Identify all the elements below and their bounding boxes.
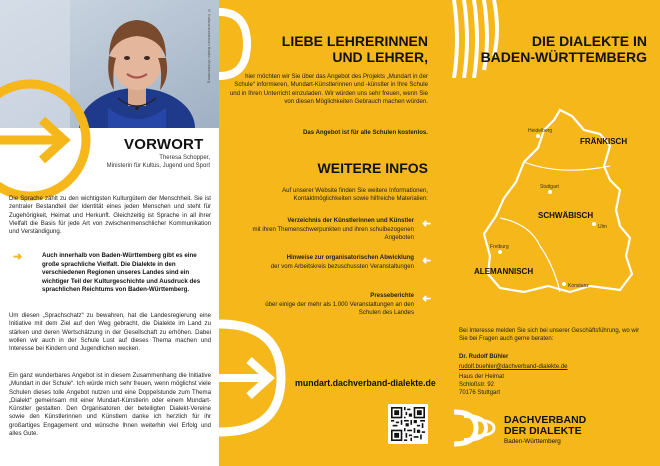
highlight-paragraph: Auch innerhalb von Baden-Württemberg gibt es eine große sprachliche Vielfalt. Die Dialekte in den verschiedenen Regionen unseres Landes sind ein wichtiger Teil der Kulturgeschichte und Ausdruck des sprachlichen Reichtums von Baden-Württemberg. — [42, 252, 201, 294]
minister-name: Theresa Schopper, — [159, 155, 210, 161]
contact-email-link[interactable]: rudolf.buehler@dachverband-dialekte.de — [459, 364, 568, 370]
dachverband-logo-icon — [454, 408, 500, 448]
city-freiburg: Freiburg — [490, 244, 509, 250]
qr-code-icon[interactable] — [388, 404, 428, 444]
contact-intro: Bei Interesse melden Sie sich bei unserer Geschäftsführung, wo wir Sie bei Fragen auch gerne beraten: — [459, 328, 640, 343]
lehrer-heading — [282, 34, 428, 65]
city-dot-heidelberg — [536, 134, 540, 138]
decorative-arrow-circle — [0, 70, 125, 210]
city-stuttgart: Stuttgart — [540, 184, 559, 190]
weitere-infos-heading: WEITERE INFOS — [317, 160, 428, 176]
contact-name: Dr. Rudolf Bühler — [459, 354, 509, 360]
website-text: Auf unserer Website finden Sie weitere Informationen, Kontaktmöglichkeiten sowie hilfreiche Materialien: — [282, 187, 428, 203]
info-item-3 — [244, 292, 414, 318]
address-line-3: 70176 Stuttgart — [459, 390, 501, 397]
city-konstanz: Konstanz — [568, 283, 589, 289]
dialect-boundary-south — [500, 218, 560, 292]
logo-subtitle: Baden-Württemberg — [504, 438, 561, 445]
dialekte-heading-line1: DIE DIALEKTE IN — [531, 33, 647, 49]
lehrer-heading-line1: LIEBE LEHRERINNEN — [281, 33, 428, 49]
website-link[interactable]: mundart.dachverband-dialekte.de — [295, 378, 436, 388]
body-paragraph-2: Um diesen „Sprachschatz“ zu bewahren, hat die Landesregierung eine Initiative mit dem Ziel auf den Weg gebracht, die Dialekte im Land zu stärken und deren Wertschätzung in der Gesellschaft zu erhöhen. Dabei wollen wir auch in der Schule Lust auf dieses Thema machen und Interesse bei Kindern und Jugendlichen wecken. — [9, 312, 211, 353]
logo-line-2: DER DIALEKTE — [504, 424, 582, 437]
info-item-3-desc: über einige der mehr als 1.000 Veranstaltungen an den Schulen des Landes — [265, 300, 414, 317]
city-dot-stuttgart — [548, 190, 552, 194]
dialekte-heading — [481, 34, 647, 65]
info-item-1-title: Verzeichnis der Künstlerinnen und Künstler — [287, 217, 414, 224]
lehrer-heading-line2: UND LEHRER, — [332, 48, 428, 65]
dachverband-logo-text — [504, 415, 586, 436]
dialect-map — [460, 106, 650, 306]
region-alemannisch: ALEMANNISCH — [474, 267, 534, 276]
dialekte-heading-line2: BADEN-WÜRTTEMBERG — [480, 48, 647, 65]
arrow-left-icon: ➜ — [421, 255, 431, 267]
minister-signature — [107, 154, 210, 170]
panel-vorwort — [0, 0, 219, 466]
city-dot-konstanz — [562, 282, 566, 286]
panel-dialekte — [440, 0, 660, 466]
arrow-left-icon: ➜ — [421, 218, 431, 230]
city-ulm: Ulm — [598, 224, 607, 230]
city-dot-freiburg — [498, 250, 502, 254]
region-fraenkisch: FRÄNKISCH — [580, 137, 628, 146]
contact-address — [459, 373, 504, 397]
info-item-3-title: Presseberichte — [370, 292, 414, 299]
minister-role: Ministerin für Kultus, Jugend und Sport — [106, 163, 210, 170]
free-note: Das Angebot ist für alle Schulen kostenlos. — [302, 129, 428, 136]
city-dot-ulm — [592, 222, 596, 226]
intro-paragraph: Die Sprache zählt zu den wichtigsten Kulturgütern der Menschheit. Sie ist zentraler Bestandteil der Identität eines jeden Menschen und steht für Zugehörigkeit, Heimat und Herkunft. Gleichzeitig ist Sprache in all ihrer Vielfalt die Basis für jede Art von zwischenmenschlicher Kommunikation und Verständigung. — [9, 195, 211, 236]
lehrer-intro: hier möchten wir Sie über das Angebot des Projekts „Mundart in der Schule“ informieren, Mundart-Künstlerinnen und -künstler in Ihre Schule und in Ihren Unterricht einzuladen. Wir würden uns sehr freuen, wenn Sie von diesen Möglichkeiten Gebrauch machen würden. — [229, 73, 428, 106]
logo-line-1: DACHVERBAND — [504, 414, 587, 426]
photo-credit: © Kultusministerium Baden-Württemberg — [207, 8, 212, 83]
dialect-boundary-north — [524, 162, 610, 170]
vorwort-heading: VORWORT — [124, 136, 204, 153]
address-line-2: Schloßstr. 92 — [459, 382, 495, 389]
address-line-1: Haus der Heimat — [459, 374, 505, 380]
info-item-2 — [244, 254, 414, 271]
arrow-right-icon: ➜ — [13, 251, 23, 263]
region-schwaebisch: SCHWÄBISCH — [538, 211, 594, 220]
info-item-1 — [244, 217, 414, 243]
info-item-2-desc: der vom Arbeitskreis bezuschussten Veranstaltungen — [270, 262, 414, 270]
info-item-2-title: Hinweise zur organisatorischen Abwicklung — [286, 254, 414, 261]
panel-lehrer — [219, 0, 440, 466]
info-item-1-desc: mit ihren Themenschwerpunkten und ihren schulbezogenen Angeboten — [252, 225, 414, 242]
city-heidelberg: Heidelberg — [528, 128, 553, 134]
arrow-left-icon: ➜ — [421, 293, 431, 305]
body-paragraph-3: Ein ganz wunderbares Angebot ist in diesem Zusammenhang die Initiative „Mundart in der Schule“. Ich würde mich sehr freuen, wenn möglichst viele Schulen dieses tolle Angebot nutzen und eine Doppelstunde zum Thema „Dialekt“ gemeinsam mit einer Mundart-Künstlerin oder einem Mundart-Künstler gestalten. Den Organisatoren der beteiligten Dialekt-Vereine sowie den Künstlerinnen und Künstlern danke ich herzlich für ihr großartiges Engagement und wünsche Ihnen weiterhin viel Erfolg und alles Gute. — [9, 372, 211, 437]
